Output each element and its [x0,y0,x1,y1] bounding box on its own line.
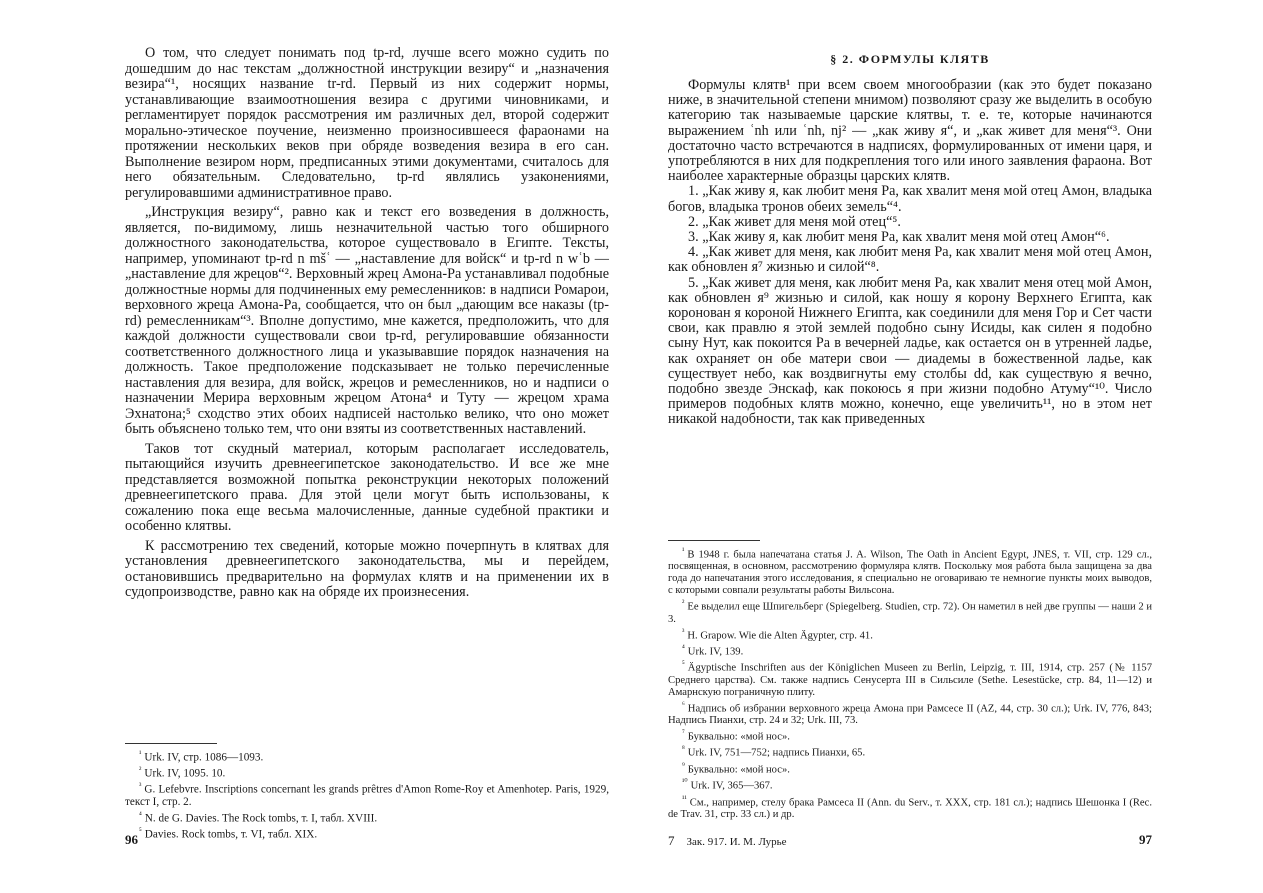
footnote: $^{^1}$ Urk. IV, стр. 1086—1093. [139,749,264,764]
printer-signature [668,833,787,849]
footnote: $^{^{11}}$ См., например, стелу брака Рамсеса II (Ann. du Serv., т. XXX, стр. 181 сл.); надпись Шешонка I (Rec. de Trav. 31, стр. 33 сл.) и др. [668,793,1152,821]
right-footnotes [668,540,1152,821]
section-heading: § 2. ФОРМУЛЫ КЛЯТВ [830,52,990,66]
page-number: 96 [125,832,138,847]
left-footnotes [125,743,609,841]
footnote: $^{^6}$ Надпись об избрании верховного жреца Амона при Рамсесе II (AZ, 44, стр. 30 сл.); Urk. IV, 776, 843; Надпись Пианхи, стр. 24 и 32; Urk. III, 73. [668,699,1152,727]
paragraph: О том, что следует понимать под tp-rd, лучше всего можно судить по дошедшим до нас текстам „должностной инструкции везиру“ и „назначения везира“¹, носящих название tr-rd. Первый из них содержит нормы, устанавливающие взаимоотношения везира с другими чиновниками, и регламентирует порядок рассмотрения им различных дел, второй содержит морально-этическое поучение, неизменно произносившееся фараонами на протяжении нескольких веков при обряде возведения везира в его сан. Выполнение везиром норм, предписанных этими документами, считалось для него обязательным. Следовательно, tp-rd являлись узаконениями, регулировавшими административное право. [125,45,609,201]
footnote: $^{^5}$ Ägyptische Inschriften aus der Königlichen Museen zu Berlin, Leipzig, т. III, 1914, стр. 257 (№ 1157 Среднего царства). См. также надпись Сенусерта III в Сильсиле (Sethe. Lesestücke, стр. 84, 11—12) и Амарнскую пограничную плиту. [668,659,1152,698]
footnote: $^{^3}$ G. Lefebvre. Inscriptions concernant les grands prêtres d'Amon Rome-Roy et Amenhotep. Paris, 1929, текст I, стр. 2. [125,781,609,809]
oath-item: 5. „Как живет для меня, как любит меня Ра, как хвалит меня отец мой Амон, как обновлен я⁹ жизнью и силой, как ношу я корону Верхнего Египта, как коронован я короной Нижнего Египта, как соединили для меня Гор и Сет части свои, как правлю я этой землей подобно сыну Исиды, как силен я подобно сыну Нут, как покоится Ра в вечерней ладье, как остается он в утренней ладье, как охраняет он обе матери свои — диадемы в божественной ладье, как существует небо, как воздвигнуты ему столбы dd, как существую я вечно, подобно звезде Энскаф, как покоюсь я при жизни подобно Атуму“¹⁰. Число примеров подобных клятв можно, конечно, еще увеличить¹¹, но в этом нет никакой надобности, так как приведенных [668,274,1152,428]
paragraph: Таков тот скудный материал, которым располагает исследователь, пытающийся изучить древнеегипетское законодательство. И все же мне представляется возможной попытка реконструкции некоторых положений древнеегипетского права. Для этой цели могут быть использованы, к сожалению пока еще весьма малочисленные, данные судебной практики и особенно клятвы. [125,440,609,534]
paragraph: „Инструкция везиру“, равно как и текст его возведения в должность, является, по-видимому, лишь незначительной частью того обширного должностного законодательства, которое существовало в Египте. Тексты, например, упоминают tp-rd n mšʿ — „наставление для войск“ и tp-rd n wʿb — „наставление для жрецов“². Верховный жрец Амона-Ра устанавливал подобные должностные нормы для подчиненных ему ремесленников: в надписи Ромарои, верховного жреца Амона-Ра, сообщается, что он был „дающим все наказы (tp-rd) ремесленникам“³. Вполне допустимо, мне кажется, предположить, что для каждой должности существовали свои tp-rd, регулировавшие обязанности соответственного должностного лица и указывавшие порядок назначения на должность. Такое предположение подсказывает не только перечисленные наставления для везира, для войск, жрецов и ремесленников, но и надписи о назначении Мерира верховным жрецом Атона⁴ и Туту — жрецом храма Эхнатона;⁵ сходство этих обоих надписей настолько велико, что оно может быть объяснено только тем, что они взяты из соответственных наставлений. [125,204,609,437]
signature-number: 7 [668,833,675,848]
page-number: 97 [1139,832,1152,847]
left-body-text [125,46,609,601]
signature-text: Зак. 917. И. М. Лурье [686,836,787,848]
oath-item: 2. „Как живет для меня мой отец“⁵. [688,213,901,230]
footnote: $^{^7}$ Буквально: «мой нос». [682,727,790,743]
footnote-rule [125,743,217,744]
right-body-text [668,78,1152,428]
footnote: $^{^4}$ N. de G. Davies. The Rock tombs, т. I, табл. XVIII. [139,809,378,825]
footnote: $^{^2}$ Ее выделил еще Шпигельберг (Spiegelberg. Studien, стр. 72). Он наметил в ней две группы — наши 2 и 3. [668,598,1152,625]
footnote: $^{^9}$ Буквально: «мой нос». [682,760,790,776]
footnote: $^{^1}$ В 1948 г. была напечатана статья J. A. Wilson, The Oath in Ancient Egypt, JNES, т. VII, стр. 129 сл., посвященная, в основном, рассмотрению формуляра клятв. Поскольку моя работа была защищена за два года до напечатания этого исследования, я специально не оговариваю те немногие пункты моих выводов, с которыми совпали результаты работы Вильсона. [668,546,1152,597]
paragraph: К рассмотрению тех сведений, которые можно почерпнуть в клятвах для установления древнеегипетского законодательства, мы и перейдем, остановившись предварительно на формулах клятв и на применении их в судопроизводстве, равно как на обряде их произнесения. [125,537,609,600]
footnote-rule [668,540,760,541]
footnote: $^{^{10}}$ Urk. IV, 365—367. [682,777,773,792]
left-page [125,0,609,893]
footnote: $^{^3}$ H. Grapow. Wie die Alten Ägypter, стр. 41. [682,626,873,642]
right-page [668,0,1152,893]
footnote: $^{^8}$ Urk. IV, 751—752; надпись Пианхи, 65. [682,744,866,759]
oath-item: 3. „Как живу я, как любит меня Ра, как хвалит меня мой отец Амон“⁶. [688,229,1110,246]
oath-item: 1. „Как живу я, как любит меня Ра, как хвалит меня мой отец Амон, владыка богов, владыка тронов обеих земель“⁴. [668,183,1152,215]
footnote: $^{^2}$ Urk. IV, 1095. 10. [139,765,226,780]
footnote: $^{^4}$ Urk. IV, 139. [682,642,744,658]
paragraph: Формулы клятв¹ при всем своем многообразии (как это будет показано ниже, в значительной степени мнимом) позволяют сразу же выделить в особую категорию так называемые царские клятвы, т. е. те, которые начинаются выражением ʿnh или ʿnh, nj² — „как живу я“, и „как живет для меня“³. Они достаточно часто встречаются в надписях, формулированных от имени царя, и употребляются в них для подкрепления того или иного заявления фараона. Вот наиболее характерные образцы царских клятв. [668,77,1152,185]
footnote: $^{^5}$ Davies. Rock tombs, т. VI, табл. XIX. [139,825,318,841]
oath-item: 4. „Как живет для меня, как любит меня Ра, как хвалит меня мой отец Амон, как обновлен я⁷ жизнью и силой“⁸. [668,244,1152,276]
